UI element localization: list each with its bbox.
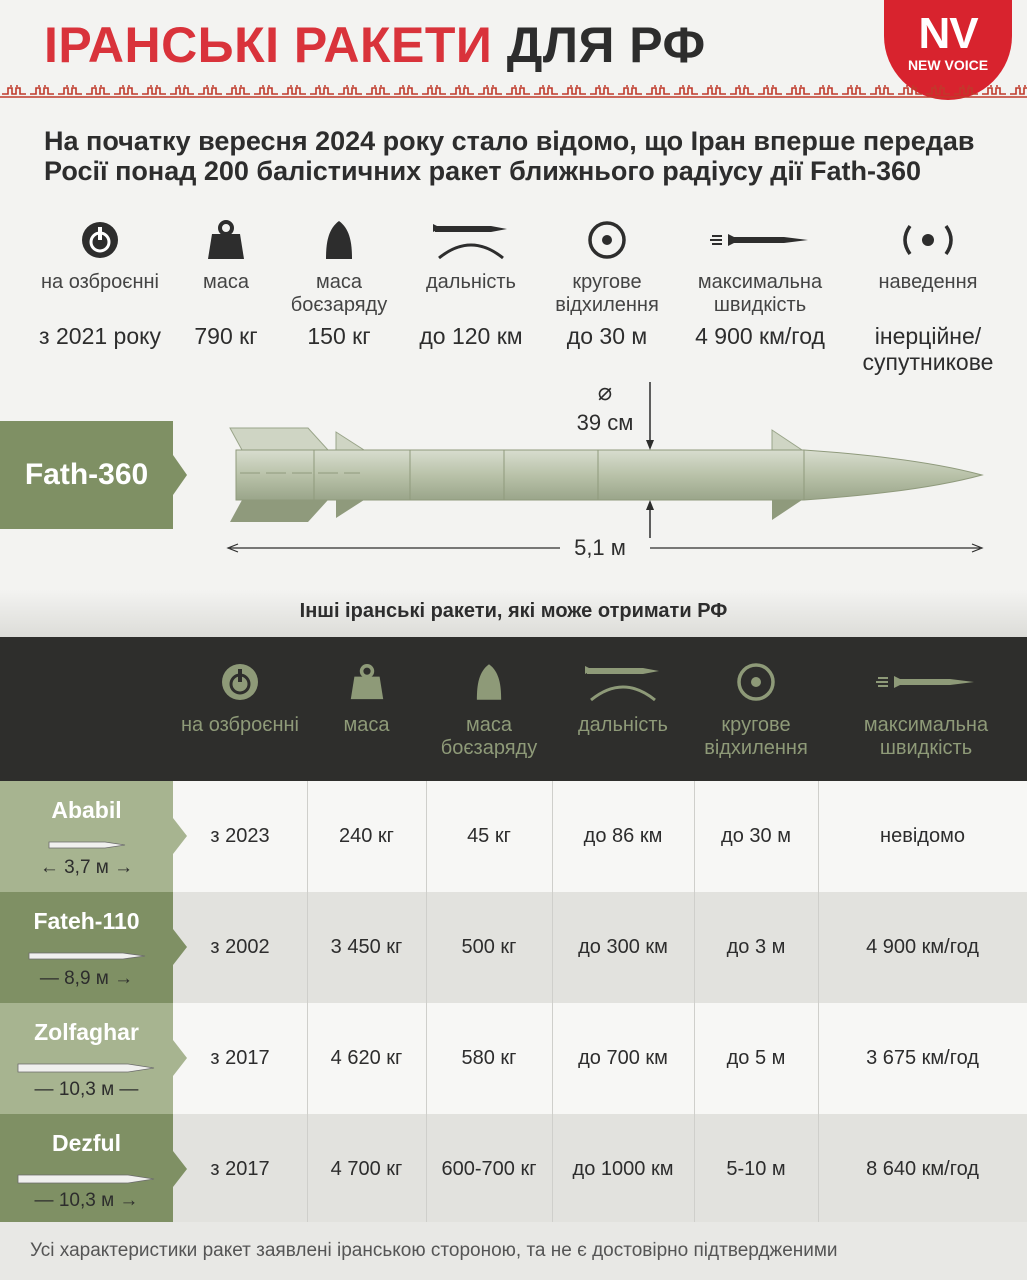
title-red: ІРАНСЬКІ РАКЕТИ — [44, 17, 493, 73]
spec-label: маса боєзаряду — [290, 271, 388, 316]
cell-range: до 86 км — [583, 825, 663, 847]
header-range — [552, 656, 694, 737]
spec-warhead-mass — [280, 215, 398, 349]
spec-mass — [176, 215, 276, 349]
warhead-icon — [324, 219, 354, 261]
headline: На початку вересня 2024 року стало відомо, що Іран вперше передав Росії понад 200 балістичних ракет ближнього радіусу дії Fath-360 — [44, 126, 975, 186]
power-icon — [219, 661, 261, 703]
missile-length: — 10,3 м — — [34, 1079, 139, 1100]
cell-warhead: 600-700 кг — [441, 1158, 537, 1180]
spec-value: 150 кг — [307, 323, 371, 349]
cell-range: до 1000 км — [572, 1158, 674, 1180]
spec-cep — [540, 215, 674, 349]
header-label: максимальна швидкість — [863, 714, 989, 759]
table-row — [0, 781, 1027, 892]
missile-name: Fateh-110 — [33, 908, 140, 934]
missile-silhouette — [16, 1172, 156, 1186]
missile-length: ← 3,7 м → — [39, 857, 134, 878]
cell-speed: 4 900 км/год — [866, 936, 979, 958]
diameter-symbol: ⌀ — [597, 379, 613, 406]
spec-label: кругове відхилення — [555, 271, 659, 316]
guidance-icon — [898, 220, 958, 260]
missile-length: — 10,3 м → — [34, 1190, 139, 1211]
spec-speed — [680, 215, 840, 349]
spec-range — [406, 215, 536, 349]
cell-cep: до 30 м — [721, 825, 791, 847]
ornament-border — [0, 84, 1027, 100]
spec-label: максимальна швидкість — [697, 271, 823, 316]
spec-label: наведення — [878, 271, 978, 293]
missile-name: Dezful — [52, 1130, 121, 1156]
header-label: маса — [343, 714, 390, 736]
missile-name: Zolfaghar — [34, 1019, 139, 1045]
header-in-service — [173, 656, 307, 737]
table-row — [0, 1114, 1027, 1225]
cell-mass: 240 кг — [339, 825, 394, 847]
missile-name: Ababil — [51, 797, 122, 823]
spec-value: з 2021 року — [39, 323, 161, 349]
cell-speed: невідомо — [880, 825, 965, 847]
fath-360-tag: Fath-360 — [0, 421, 173, 529]
others-title: Інші іранські ракети, які може отримати РФ — [299, 600, 728, 622]
spec-in-service — [20, 215, 180, 349]
footer-note: Усі характеристики ракет заявлені іранською стороною, та не є достовірно підтвердженими — [30, 1240, 838, 1261]
cell-in-service: з 2017 — [210, 1158, 270, 1180]
logo-sub: NEW VOICE — [907, 57, 989, 73]
spec-value: 790 кг — [194, 323, 258, 349]
spec-label: на озброєнні — [40, 271, 159, 293]
title-dark: ДЛЯ РФ — [506, 17, 706, 73]
page-title — [44, 16, 706, 74]
cell-range: до 300 км — [578, 936, 668, 958]
table-row — [0, 1003, 1027, 1114]
spec-label: дальність — [426, 271, 516, 293]
weight-icon — [206, 219, 246, 261]
target-icon — [735, 661, 777, 703]
spec-value: інерційне/ супутникове — [862, 323, 994, 375]
range-icon — [583, 660, 663, 704]
header-mass — [307, 656, 426, 737]
header-label: дальність — [578, 714, 668, 736]
weight-icon — [349, 661, 385, 703]
header-label: кругове відхилення — [704, 714, 808, 759]
cell-speed: 8 640 км/год — [866, 1158, 979, 1180]
spec-value: 4 900 км/год — [695, 323, 825, 349]
missile-silhouette — [27, 950, 147, 962]
cell-warhead: 45 кг — [467, 825, 511, 847]
power-icon — [79, 219, 121, 261]
cell-range: до 700 км — [578, 1047, 668, 1069]
cell-mass: 4 620 кг — [330, 1047, 403, 1069]
missile-silhouette — [16, 1061, 156, 1075]
cell-warhead: 500 кг — [461, 936, 517, 958]
missile-silhouette — [47, 839, 127, 851]
cell-in-service: з 2002 — [210, 936, 270, 958]
header-cep — [694, 656, 818, 760]
cell-in-service: з 2017 — [210, 1047, 270, 1069]
cell-cep: до 5 м — [726, 1047, 786, 1069]
length-label: 5,1 м — [574, 535, 626, 560]
warhead-icon — [475, 661, 503, 703]
speed-icon — [710, 230, 810, 250]
cell-mass: 3 450 кг — [330, 936, 403, 958]
cell-warhead: 580 кг — [461, 1047, 517, 1069]
spec-label: маса — [203, 271, 249, 293]
missile-length: — 8,9 м → — [39, 968, 134, 989]
cell-cep: 5-10 м — [726, 1158, 786, 1180]
cell-cep: до 3 м — [726, 936, 786, 958]
cell-mass: 4 700 кг — [330, 1158, 403, 1180]
header-speed — [826, 656, 1026, 760]
cell-speed: 3 675 км/год — [866, 1047, 979, 1069]
header-warhead-mass — [426, 656, 552, 760]
table-row — [0, 892, 1027, 1003]
fath-tag-arrow — [173, 455, 187, 495]
target-icon — [586, 219, 628, 261]
header-label: маса боєзаряду — [440, 714, 538, 759]
speed-icon — [876, 672, 976, 692]
spec-value: до 30 м — [566, 323, 648, 349]
spec-guidance — [850, 215, 1006, 375]
header-label: на озброєнні — [180, 714, 299, 736]
diameter-label: 39 см — [576, 410, 634, 435]
spec-value: до 120 км — [419, 323, 523, 349]
range-icon — [431, 218, 511, 262]
cell-in-service: з 2023 — [210, 825, 270, 847]
logo-main: NV — [918, 9, 978, 58]
